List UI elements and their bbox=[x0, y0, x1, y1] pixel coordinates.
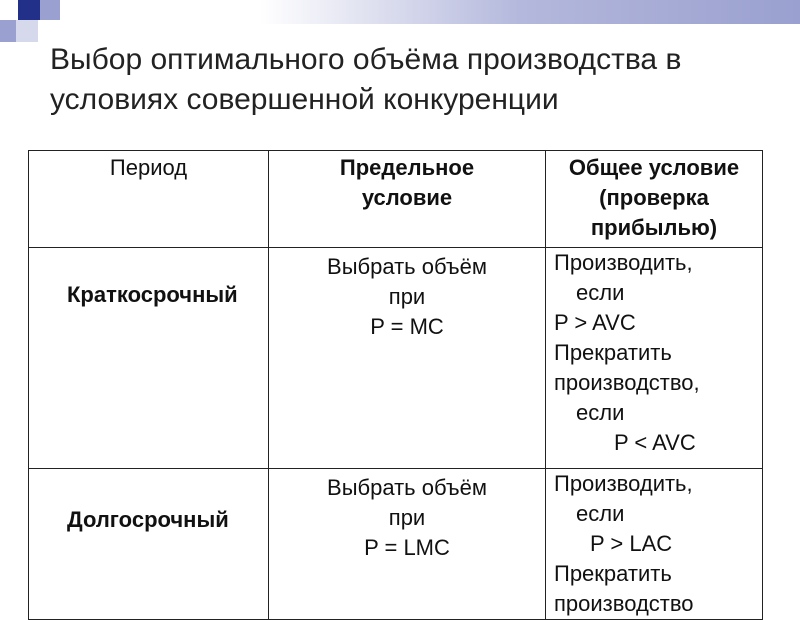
general-line: P > AVC bbox=[554, 310, 636, 335]
marginal-line: Выбрать объём bbox=[327, 475, 487, 500]
period-short-label: Краткосрочный bbox=[67, 282, 238, 307]
conditions-table bbox=[28, 150, 763, 620]
header-general bbox=[546, 151, 763, 248]
general-line: P < AVC bbox=[614, 430, 696, 455]
general-line: Производить, bbox=[554, 250, 693, 275]
marginal-line: P = MC bbox=[370, 314, 444, 339]
marginal-line: Выбрать объём bbox=[327, 254, 487, 279]
general-line: если bbox=[576, 400, 625, 425]
slide-title: Выбор оптимального объёма производства в условиях совершенной конкуренции bbox=[50, 43, 682, 116]
marginal-line: при bbox=[388, 284, 426, 309]
table-row bbox=[29, 469, 763, 620]
cell-period bbox=[29, 469, 269, 620]
general-line: если bbox=[576, 501, 625, 526]
table-header-row bbox=[29, 151, 763, 248]
cell-general bbox=[546, 248, 763, 469]
cell-marginal bbox=[269, 469, 546, 620]
decorative-square bbox=[16, 20, 38, 42]
general-line: если bbox=[576, 280, 625, 305]
header-marginal bbox=[269, 151, 546, 248]
header-marginal-label: Предельное условие bbox=[339, 155, 475, 210]
general-line: Прекратить bbox=[554, 340, 672, 365]
general-line: производство, bbox=[554, 370, 700, 395]
decorative-square bbox=[18, 0, 40, 20]
marginal-line: при bbox=[388, 505, 426, 530]
period-long-label: Долгосрочный bbox=[67, 507, 229, 532]
marginal-line: P = LMC bbox=[364, 535, 450, 560]
decorative-top-bar bbox=[0, 0, 800, 24]
table-row bbox=[29, 248, 763, 469]
decorative-square bbox=[0, 20, 16, 42]
general-line: производство bbox=[554, 591, 694, 616]
cell-period bbox=[29, 248, 269, 469]
general-line: P > LAC bbox=[590, 531, 673, 556]
header-period-label: Период bbox=[109, 155, 188, 180]
cell-marginal bbox=[269, 248, 546, 469]
cell-general bbox=[546, 469, 763, 620]
general-line: Производить, bbox=[554, 471, 693, 496]
decorative-square bbox=[40, 0, 60, 20]
header-period bbox=[29, 151, 269, 248]
general-line: Прекратить bbox=[554, 561, 672, 586]
header-general-label: Общее условие (проверка прибылью) bbox=[568, 155, 740, 240]
